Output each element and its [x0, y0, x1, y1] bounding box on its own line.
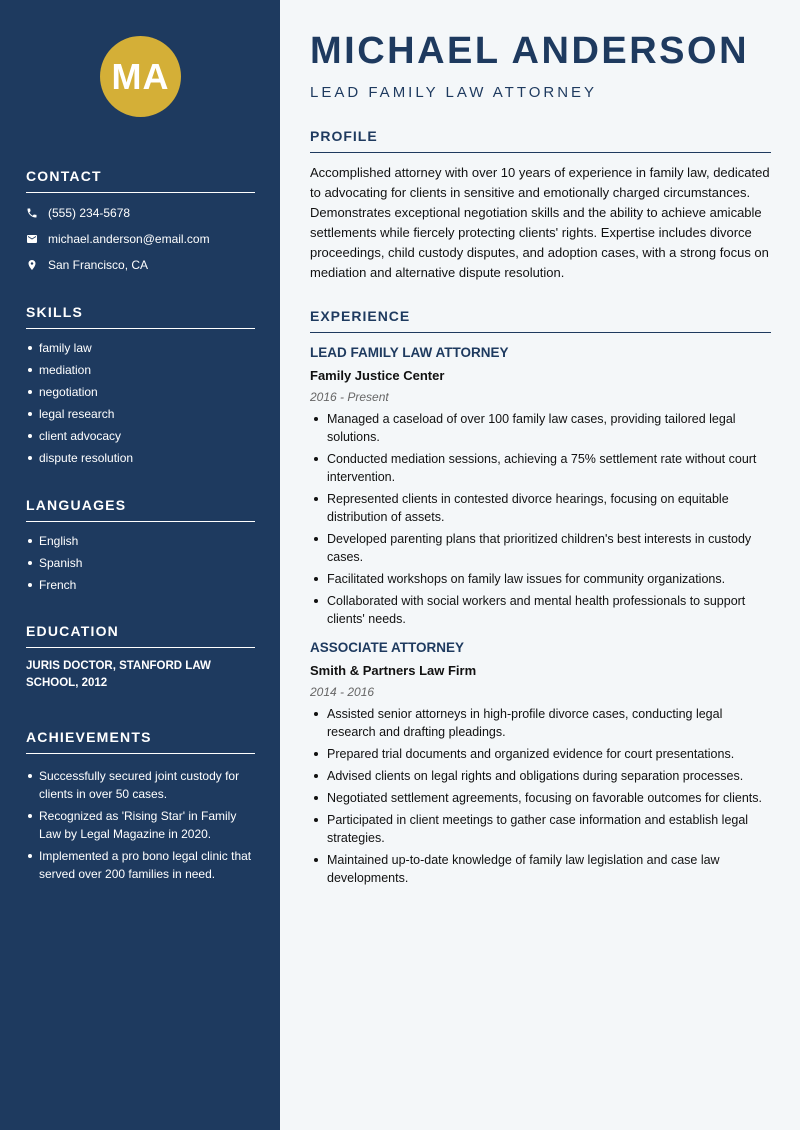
duty-item: Facilitated workshops on family law issues for community organizations. — [310, 570, 771, 588]
contact-location — [26, 252, 255, 278]
languages-heading: LANGUAGES — [26, 497, 255, 522]
job-entry — [310, 345, 771, 628]
skill-item: negotiation — [26, 383, 255, 401]
languages-list — [26, 532, 255, 594]
skill-item: dispute resolution — [26, 449, 255, 467]
skill-item: family law — [26, 339, 255, 357]
contact-phone-text: (555) 234-5678 — [48, 206, 131, 220]
contact-email-text: michael.anderson@email.com — [48, 232, 210, 246]
duty-item: Managed a caseload of over 100 family law cases, providing tailored legal solutions. — [310, 410, 771, 446]
job-duties — [310, 705, 771, 887]
skills-section — [26, 304, 255, 471]
achievements-list — [26, 767, 255, 883]
contact-email[interactable] — [26, 226, 255, 252]
skill-item: legal research — [26, 405, 255, 423]
achievement-item: Successfully secured joint custody for clients in over 50 cases. — [26, 767, 255, 803]
job-dates: 2014 - 2016 — [310, 685, 375, 699]
location-pin-icon — [26, 259, 48, 271]
contact-phone[interactable] — [26, 200, 255, 226]
skill-item: client advocacy — [26, 427, 255, 445]
duty-item: Prepared trial documents and organized evidence for court presentations. — [310, 745, 771, 763]
job-title: LEAD FAMILY LAW ATTORNEY — [310, 345, 509, 360]
profile-text: Accomplished attorney with over 10 years of experience in family law, dedicated to advocating for clients in sensitive and emotionally charged circumstances. Demonstrates exceptional negotiation skills and the ability to achieve amicable settlements while fiercely protecting clients' rights. Expertise includes divorce proceedings, child custody disputes, and adoption cases, with a strong focus on mediation and alternative dispute resolution. — [310, 165, 770, 280]
job-title: ASSOCIATE ATTORNEY — [310, 640, 465, 655]
profile-heading: PROFILE — [310, 128, 771, 153]
avatar — [100, 36, 181, 117]
avatar-initials: MA — [111, 55, 170, 97]
experience-heading: EXPERIENCE — [310, 308, 771, 333]
profile-section — [310, 128, 771, 283]
language-item: French — [26, 576, 255, 594]
achievements-section — [26, 729, 255, 887]
duty-item: Negotiated settlement agreements, focusing on favorable outcomes for clients. — [310, 789, 771, 807]
language-item: Spanish — [26, 554, 255, 572]
job-company: Smith & Partners Law Firm — [310, 663, 477, 678]
phone-icon — [26, 207, 48, 219]
duty-item: Participated in client meetings to gather case information and establish legal strategies. — [310, 811, 771, 847]
education-degree: JURIS DOCTOR, STANFORD LAW SCHOOL, 2012 — [26, 660, 211, 689]
duty-item: Assisted senior attorneys in high-profile divorce cases, conducting legal research and drafting pleadings. — [310, 705, 771, 741]
candidate-name: MICHAEL ANDERSON — [310, 30, 750, 72]
languages-section — [26, 497, 255, 598]
achievement-item: Recognized as 'Rising Star' in Family Law by Legal Magazine in 2020. — [26, 807, 255, 843]
duty-item: Represented clients in contested divorce hearings, focusing on equitable distribution of assets. — [310, 490, 771, 526]
language-item: English — [26, 532, 255, 550]
sidebar — [0, 0, 280, 1130]
contact-section — [26, 168, 255, 278]
education-heading: EDUCATION — [26, 623, 255, 648]
duty-item: Maintained up-to-date knowledge of family law legislation and case law developments. — [310, 851, 771, 887]
duty-item: Advised clients on legal rights and obligations during separation processes. — [310, 767, 771, 785]
duty-item: Conducted mediation sessions, achieving a 75% settlement rate without court intervention. — [310, 450, 771, 486]
achievement-item: Implemented a pro bono legal clinic that served over 200 families in need. — [26, 847, 255, 883]
job-dates: 2016 - Present — [310, 390, 389, 404]
experience-section — [310, 308, 771, 891]
duty-item: Developed parenting plans that prioritized children's best interests in custody cases. — [310, 530, 771, 566]
skills-heading: SKILLS — [26, 304, 255, 329]
achievements-heading: ACHIEVEMENTS — [26, 729, 255, 754]
skills-list — [26, 339, 255, 467]
contact-heading: CONTACT — [26, 168, 255, 193]
education-section — [26, 623, 255, 692]
email-icon — [26, 233, 48, 245]
job-company: Family Justice Center — [310, 368, 445, 383]
skill-item: mediation — [26, 361, 255, 379]
candidate-role: LEAD FAMILY LAW ATTORNEY — [310, 84, 598, 101]
duty-item: Collaborated with social workers and mental health professionals to support clients' needs. — [310, 592, 771, 628]
job-duties — [310, 410, 771, 628]
contact-location-text: San Francisco, CA — [48, 258, 149, 272]
job-entry — [310, 640, 771, 887]
